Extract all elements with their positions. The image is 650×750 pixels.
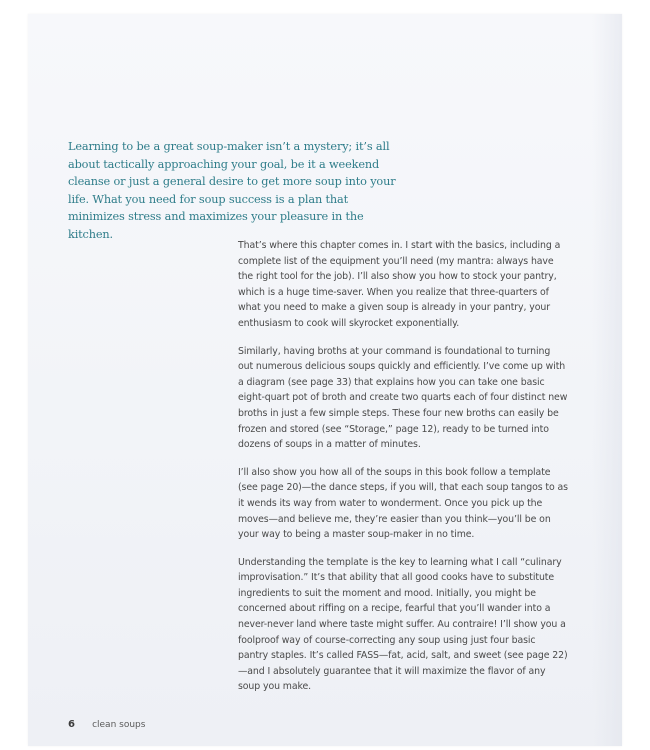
body-paragraph: Understanding the template is the key to learning what I call “culinary improvisation.” It’s that ability that all good cooks have to substitute ingredients to suit the moment and mood. Initially, you might be concerned about riffing on a recipe, fearful that you’ll wander into a never-never land where taste might suffer. Au contraire! I’ll show you a foolproof way of course-correcting any soup using just four basic pantry staples. It’s called FASS—fat, acid, salt, and sweet (see page 22)—and I absolutely guarantee that it will maximize the flavor of any soup you make. xyxy=(238,556,568,693)
body-paragraph: That’s where this chapter comes in. I start with the basics, including a complete list of the equipment you’ll need (my mantra: always have the right tool for the job). I’ll also show you how to stock your pantry, which is a huge time-saver. When you realize that three-quarters of what you need to make a given soup is already in your pantry, your enthusiasm to cook will skyrocket exponentially. xyxy=(238,240,561,329)
page-footer xyxy=(68,712,145,731)
intro-paragraph: Learning to be a great soup-maker isn’t a mystery; it’s all about tactically approaching your goal, be it a weekend cleanse or just a general desire to get more soup into your life. What you need for soup success is a plan that minimizes stress and maximizes your pleasure in the kitchen. xyxy=(68,140,396,241)
page-number: 6 xyxy=(68,719,75,730)
body-paragraph: I’ll also show you how all of the soups in this book follow a template (see page 20)—the dance steps, if you will, that each soup tangos to as it wends its way from water to wonderment. Once you pick up the moves—and believe me, they’re easier than you think—you’ll be on your way to being a master soup-maker in no time. xyxy=(238,466,568,541)
running-title: clean soups xyxy=(92,720,146,730)
body-paragraph: Similarly, having broths at your command is foundational to turning out numerous delicious soups quickly and efficiently. I’ve come up with a diagram (see page 33) that explains how you can take one basic eight-quart pot of broth and create two quarts each of four distinct new broths in just a few simple steps. These four new broths can easily be frozen and stored (see “Storage,” page 12), ready to be turned into dozens of soups in a matter of minutes. xyxy=(238,345,568,451)
book-page xyxy=(28,14,622,746)
body-text-column xyxy=(238,238,568,707)
